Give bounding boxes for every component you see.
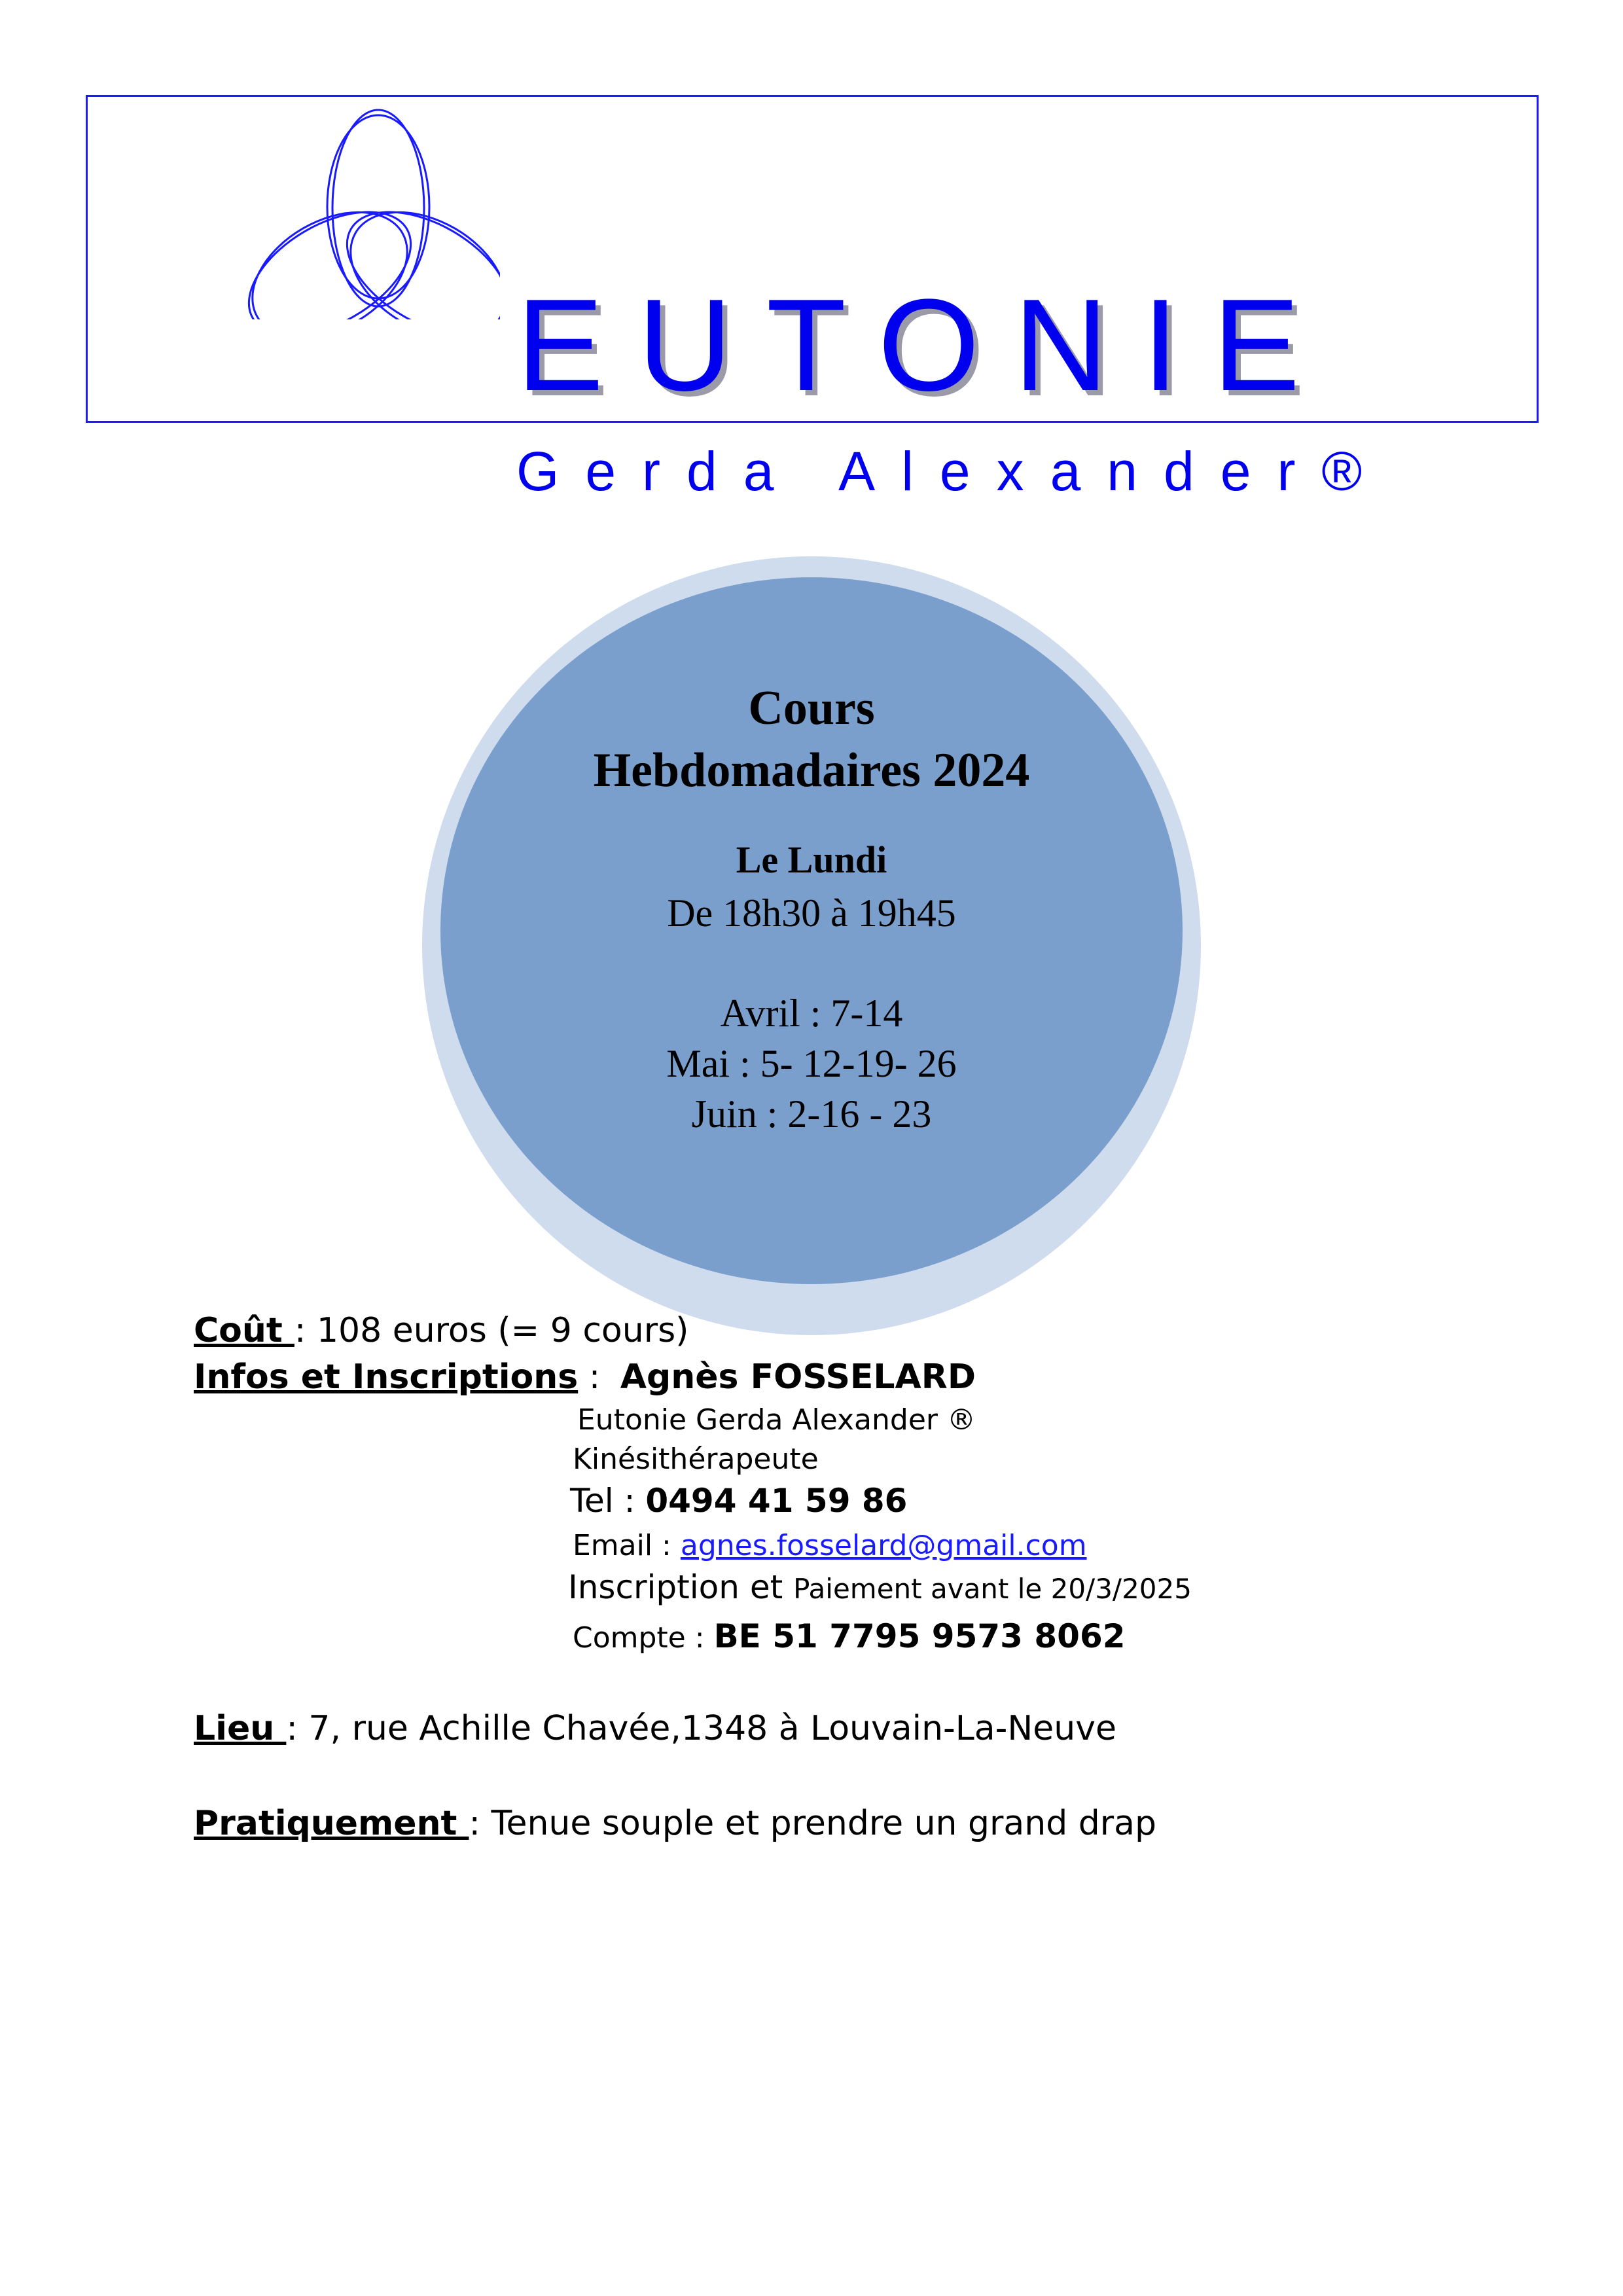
practical-sep: :: [469, 1804, 491, 1843]
tel-line: [570, 1482, 908, 1520]
place-value: 7, rue Achille Chavée,1348 à Louvain-La-Neuve: [308, 1709, 1117, 1748]
cost-line: [194, 1311, 689, 1350]
account-line: [573, 1617, 1126, 1655]
course-heading-line2: Hebdomadaires 2024: [593, 744, 1030, 797]
practical-line: [194, 1804, 1157, 1843]
tel-value: 0494 41 59 86: [645, 1482, 908, 1520]
course-day: Le Lundi: [736, 838, 887, 881]
contact-label: Infos et Inscriptions: [194, 1357, 579, 1397]
registration-part1: Inscription et: [568, 1568, 794, 1606]
course-dates-april: Avril : 7-14: [720, 992, 903, 1035]
course-dates-may: Mai : 5- 12-19- 26: [666, 1042, 957, 1085]
header-box: [86, 95, 1539, 502]
place-sep: :: [286, 1709, 309, 1748]
email-line: [573, 1529, 1087, 1562]
tel-label: Tel :: [570, 1482, 646, 1520]
contact-profession: Kinésithérapeute: [573, 1443, 819, 1476]
contact-sep: :: [578, 1357, 611, 1397]
course-time: De 18h30 à 19h45: [667, 891, 956, 935]
title-main: EUTONIE: [516, 272, 1334, 418]
contact-name: Agnès FOSSELARD: [620, 1357, 976, 1397]
place-label: Lieu: [194, 1709, 287, 1748]
contact-line: [194, 1357, 976, 1397]
course-heading-line1: Cours: [748, 681, 875, 735]
course-dates-june: Juin : 2-16 - 23: [691, 1092, 932, 1136]
registration-part2: Paiement avant le 20/3/2025: [793, 1573, 1192, 1605]
registration-line: [568, 1568, 1192, 1606]
account-label: Compte :: [573, 1621, 714, 1655]
title-sub: Gerda Alexander®: [516, 440, 1389, 502]
email-link[interactable]: agnes.fosselard@gmail.com: [680, 1529, 1087, 1562]
email-label: Email :: [573, 1529, 681, 1562]
contact-title: Eutonie Gerda Alexander ®: [577, 1403, 976, 1437]
account-value: BE 51 7795 9573 8062: [713, 1617, 1126, 1655]
cost-sep: :: [294, 1311, 317, 1350]
cost-label: Coût: [194, 1311, 294, 1350]
cost-value: 108 euros (= 9 cours): [316, 1311, 689, 1350]
practical-label: Pratiquement: [194, 1804, 469, 1843]
practical-value: Tenue souple et prendre un grand drap: [491, 1804, 1157, 1843]
interlocking-rings-logo-icon: [238, 97, 500, 319]
place-line: [194, 1709, 1117, 1748]
